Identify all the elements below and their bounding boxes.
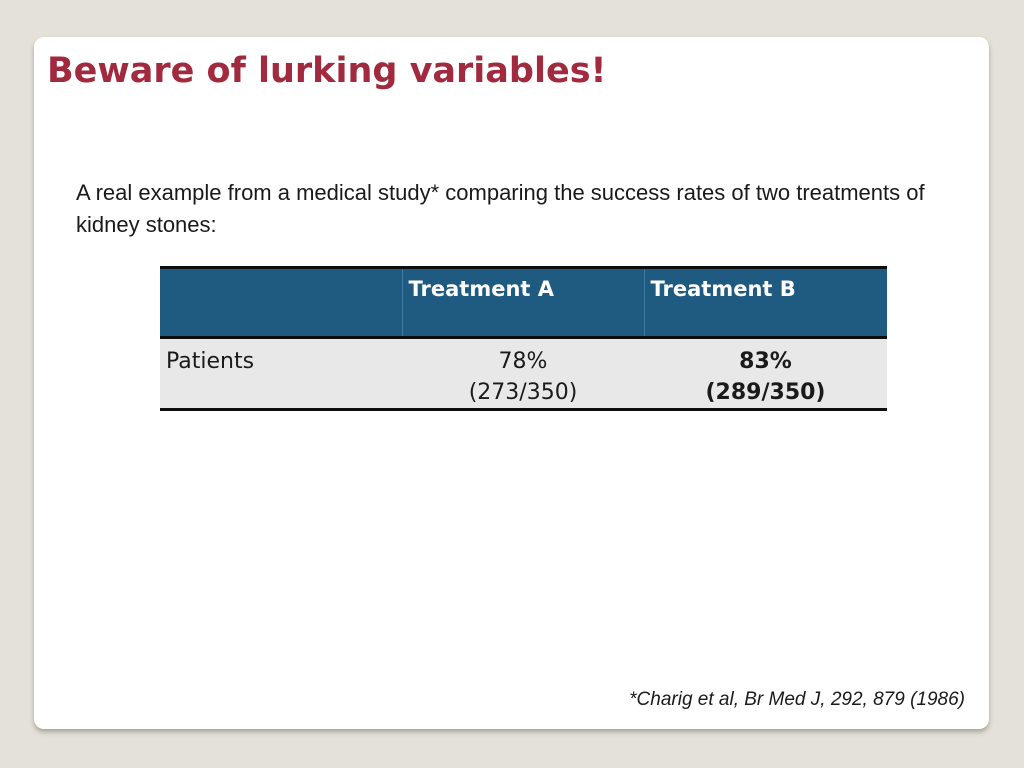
slide-title: Beware of lurking variables! [47,51,607,91]
row-label: Patients [160,338,402,410]
treatment-b-cell [644,338,887,410]
intro-text: A real example from a medical study* comparing the success rates of two treatments of kidney stones: [76,180,925,237]
treatment-b-rate: 83% [739,349,792,374]
footnote-citation: *Charig et al, Br Med J, 292, 879 (1986) [629,689,965,710]
table-header-row [160,268,887,338]
treatment-a-rate: 78% [498,349,548,374]
treatment-b-count: (289/350) [705,380,826,405]
treatment-a-count: (273/350) [468,380,578,405]
header-treatment-a: Treatment A [402,268,644,338]
results-table [160,266,887,411]
table-row [160,338,887,410]
header-treatment-b: Treatment B [644,268,887,338]
header-empty-cell [160,268,402,338]
treatment-a-cell [402,338,644,410]
slide [34,37,989,729]
